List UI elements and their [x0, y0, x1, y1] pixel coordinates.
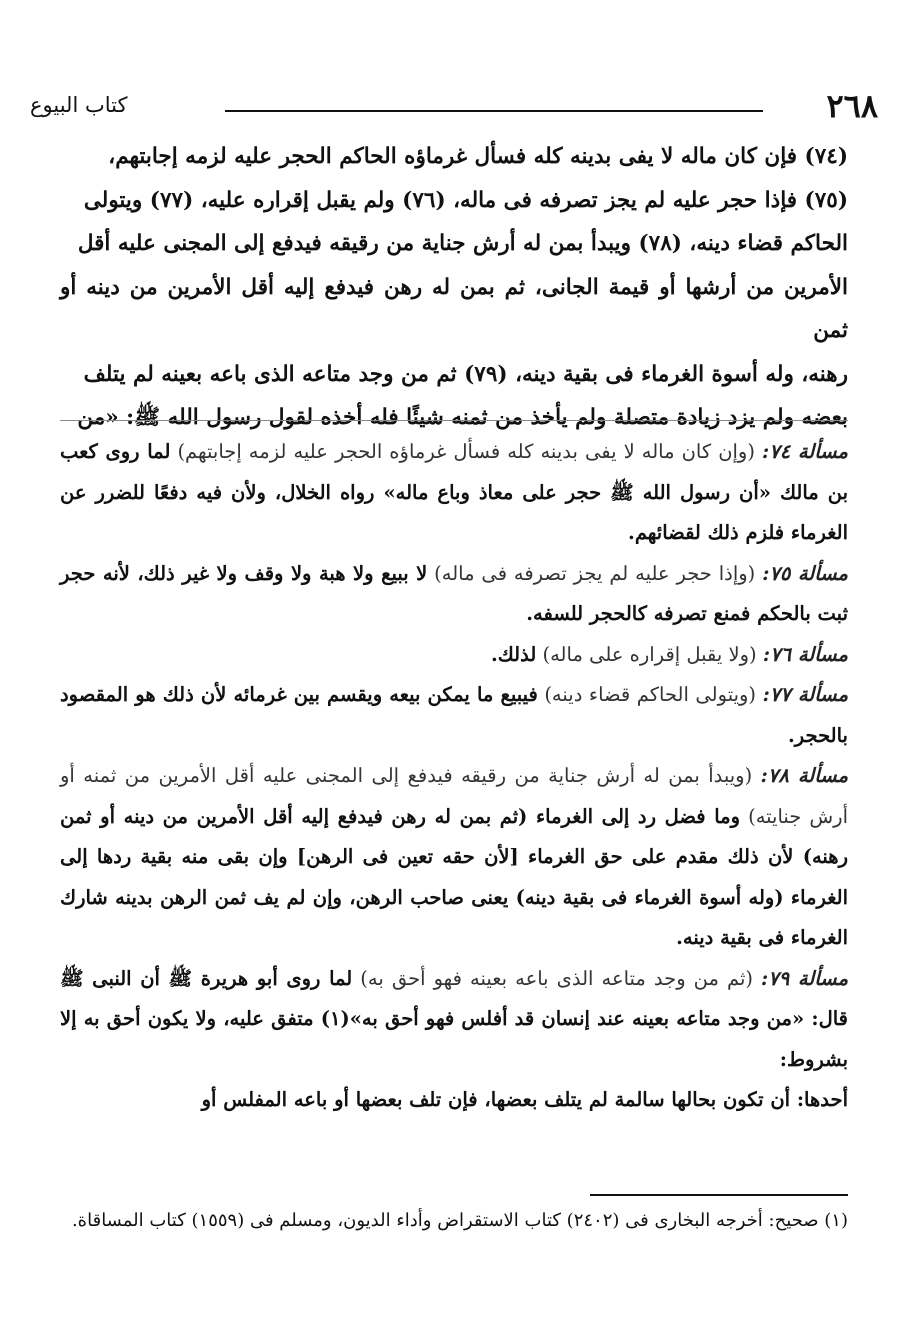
issue-heading: مسألة ٧٥:: [762, 561, 849, 585]
issue-quote: (وإن كان ماله لا يفى بدينه كله فسأل غرماؤه الحجر عليه لزمه إجابتهم): [177, 440, 755, 463]
commentary-paragraph: [60, 432, 848, 554]
issue-heading: مسألة ٧٨:: [760, 764, 849, 787]
main-text-line: (٧٥) فإذا حجر عليه لم يجز تصرفه فى ماله، (٧٦) ولم يقبل إقراره عليه، (٧٧) ويتولى: [83, 187, 848, 213]
section-divider: [60, 420, 848, 421]
issue-heading: مسألة ٧٧:: [762, 683, 849, 706]
commentary-paragraph: [60, 675, 848, 756]
main-text-line: رهنه، وله أسوة الغرماء فى بقية دينه، (٧٩) ثم من وجد متاعه الذى باعه بعينه لم يتلف: [83, 361, 848, 387]
issue-quote: (ولا يقبل إقراره على ماله): [542, 642, 757, 666]
commentary: [60, 432, 848, 1121]
issue-heading: مسألة ٧٤:: [762, 440, 848, 463]
issue-body: لذلك.: [490, 642, 537, 666]
page-number: ٢٦٨: [826, 87, 878, 125]
main-text-line: الحاكم قضاء دينه، (٧٨) ويبدأ بمن له أرش جناية من رقيقه فيدفع إلى المجنى عليه أقل: [77, 231, 848, 256]
main-text-line: (٧٤) فإن كان ماله لا يفى بدينه كله فسأل غرماؤه الحاكم الحجر عليه لزمه إجابتهم،: [108, 144, 848, 169]
commentary-paragraph: [60, 554, 848, 635]
footnote-rule: [590, 1194, 848, 1196]
commentary-paragraph: [60, 1080, 848, 1121]
running-title: كتاب البيوع: [30, 93, 128, 117]
issue-body: أحدها: أن تكون بحالها سالمة لم يتلف بعضها، فإن تلف بعضها أو باعه المفلس أو: [201, 1088, 848, 1111]
issue-quote: (ويبدأ بمن له أرش جناية من رقيقه فيدفع إلى المجنى عليه أقل الأمرين من ثمنه أو أرش جنايته): [60, 764, 849, 828]
issue-body: وما فضل رد إلى الغرماء (ثم بمن له رهن فيدفع إليه أقل الأمرين من دينه أو ثمن رهنه) لأن ذلك مقدم على حق الغرماء [لأن حقه تعين فى الرهن] وإن بقى منه بقية ردها إلى الغرماء (وله أسوة الغرماء فى بقية دينه) يعنى صاحب الرهن، وإن لم يف ثمن الرهن بدينه شارك الغرماء فى بقية دينه.: [60, 804, 848, 949]
issue-body: لما روى كعب بن مالك «أن رسول الله ﷺ حجر على معاذ وباع ماله» رواه الخلال، ولأن فيه دفعًا للضرر عن الغرماء فلزم ذلك لقضائهم.: [60, 440, 848, 544]
commentary-paragraph: [60, 959, 848, 1081]
page-header: [30, 86, 878, 126]
issue-heading: مسألة ٧٦:: [762, 642, 848, 666]
issue-body: لما روى أبو هريرة ﷺ أن النبى ﷺ قال: «من وجد متاعه بعينه عند إنسان قد أفلس فهو أحق به»(١) متفق عليه، ولا يكون أحق به إلا بشروط:: [60, 966, 848, 1071]
main-text-line: بعضه ولم يزد زيادة متصلة ولم يأخذ من ثمنه شيئًا فله أخذه لقول رسول الله ﷺ: «من: [77, 405, 848, 430]
commentary-paragraph: [60, 635, 848, 676]
footnote: [60, 1203, 848, 1239]
issue-quote: (ويتولى الحاكم قضاء دينه): [544, 683, 757, 706]
issue-body: لا ببيع ولا هبة ولا وقف ولا غير ذلك، لأنه حجر ثبت بالحكم فمنع تصرفه كالحجر للسفه.: [60, 561, 848, 625]
main-text: [60, 135, 848, 440]
issue-quote: (ثم من وجد متاعه الذى باعه بعينه فهو أحق به): [360, 966, 753, 990]
commentary-paragraph: [60, 756, 848, 959]
header-rule: [225, 110, 763, 112]
issue-heading: مسألة ٧٩:: [761, 966, 849, 990]
main-text-line: الأمرين من أرشها أو قيمة الجانى، ثم بمن له رهن فيدفع إليه أقل الأمرين من دينه أو ثمن: [60, 274, 848, 343]
issue-body: فيبيع ما يمكن بيعه ويقسم بين غرمائه لأن ذلك هو المقصود بالحجر.: [60, 683, 848, 747]
footnote-text: (١) صحيح: أخرجه البخارى فى (٢٤٠٢) كتاب الاستقراض وأداء الديون، ومسلم فى (١٥٥٩) كتاب المساقاة.: [71, 1210, 848, 1231]
issue-quote: (وإذا حجر عليه لم يجز تصرفه فى ماله): [434, 561, 756, 585]
